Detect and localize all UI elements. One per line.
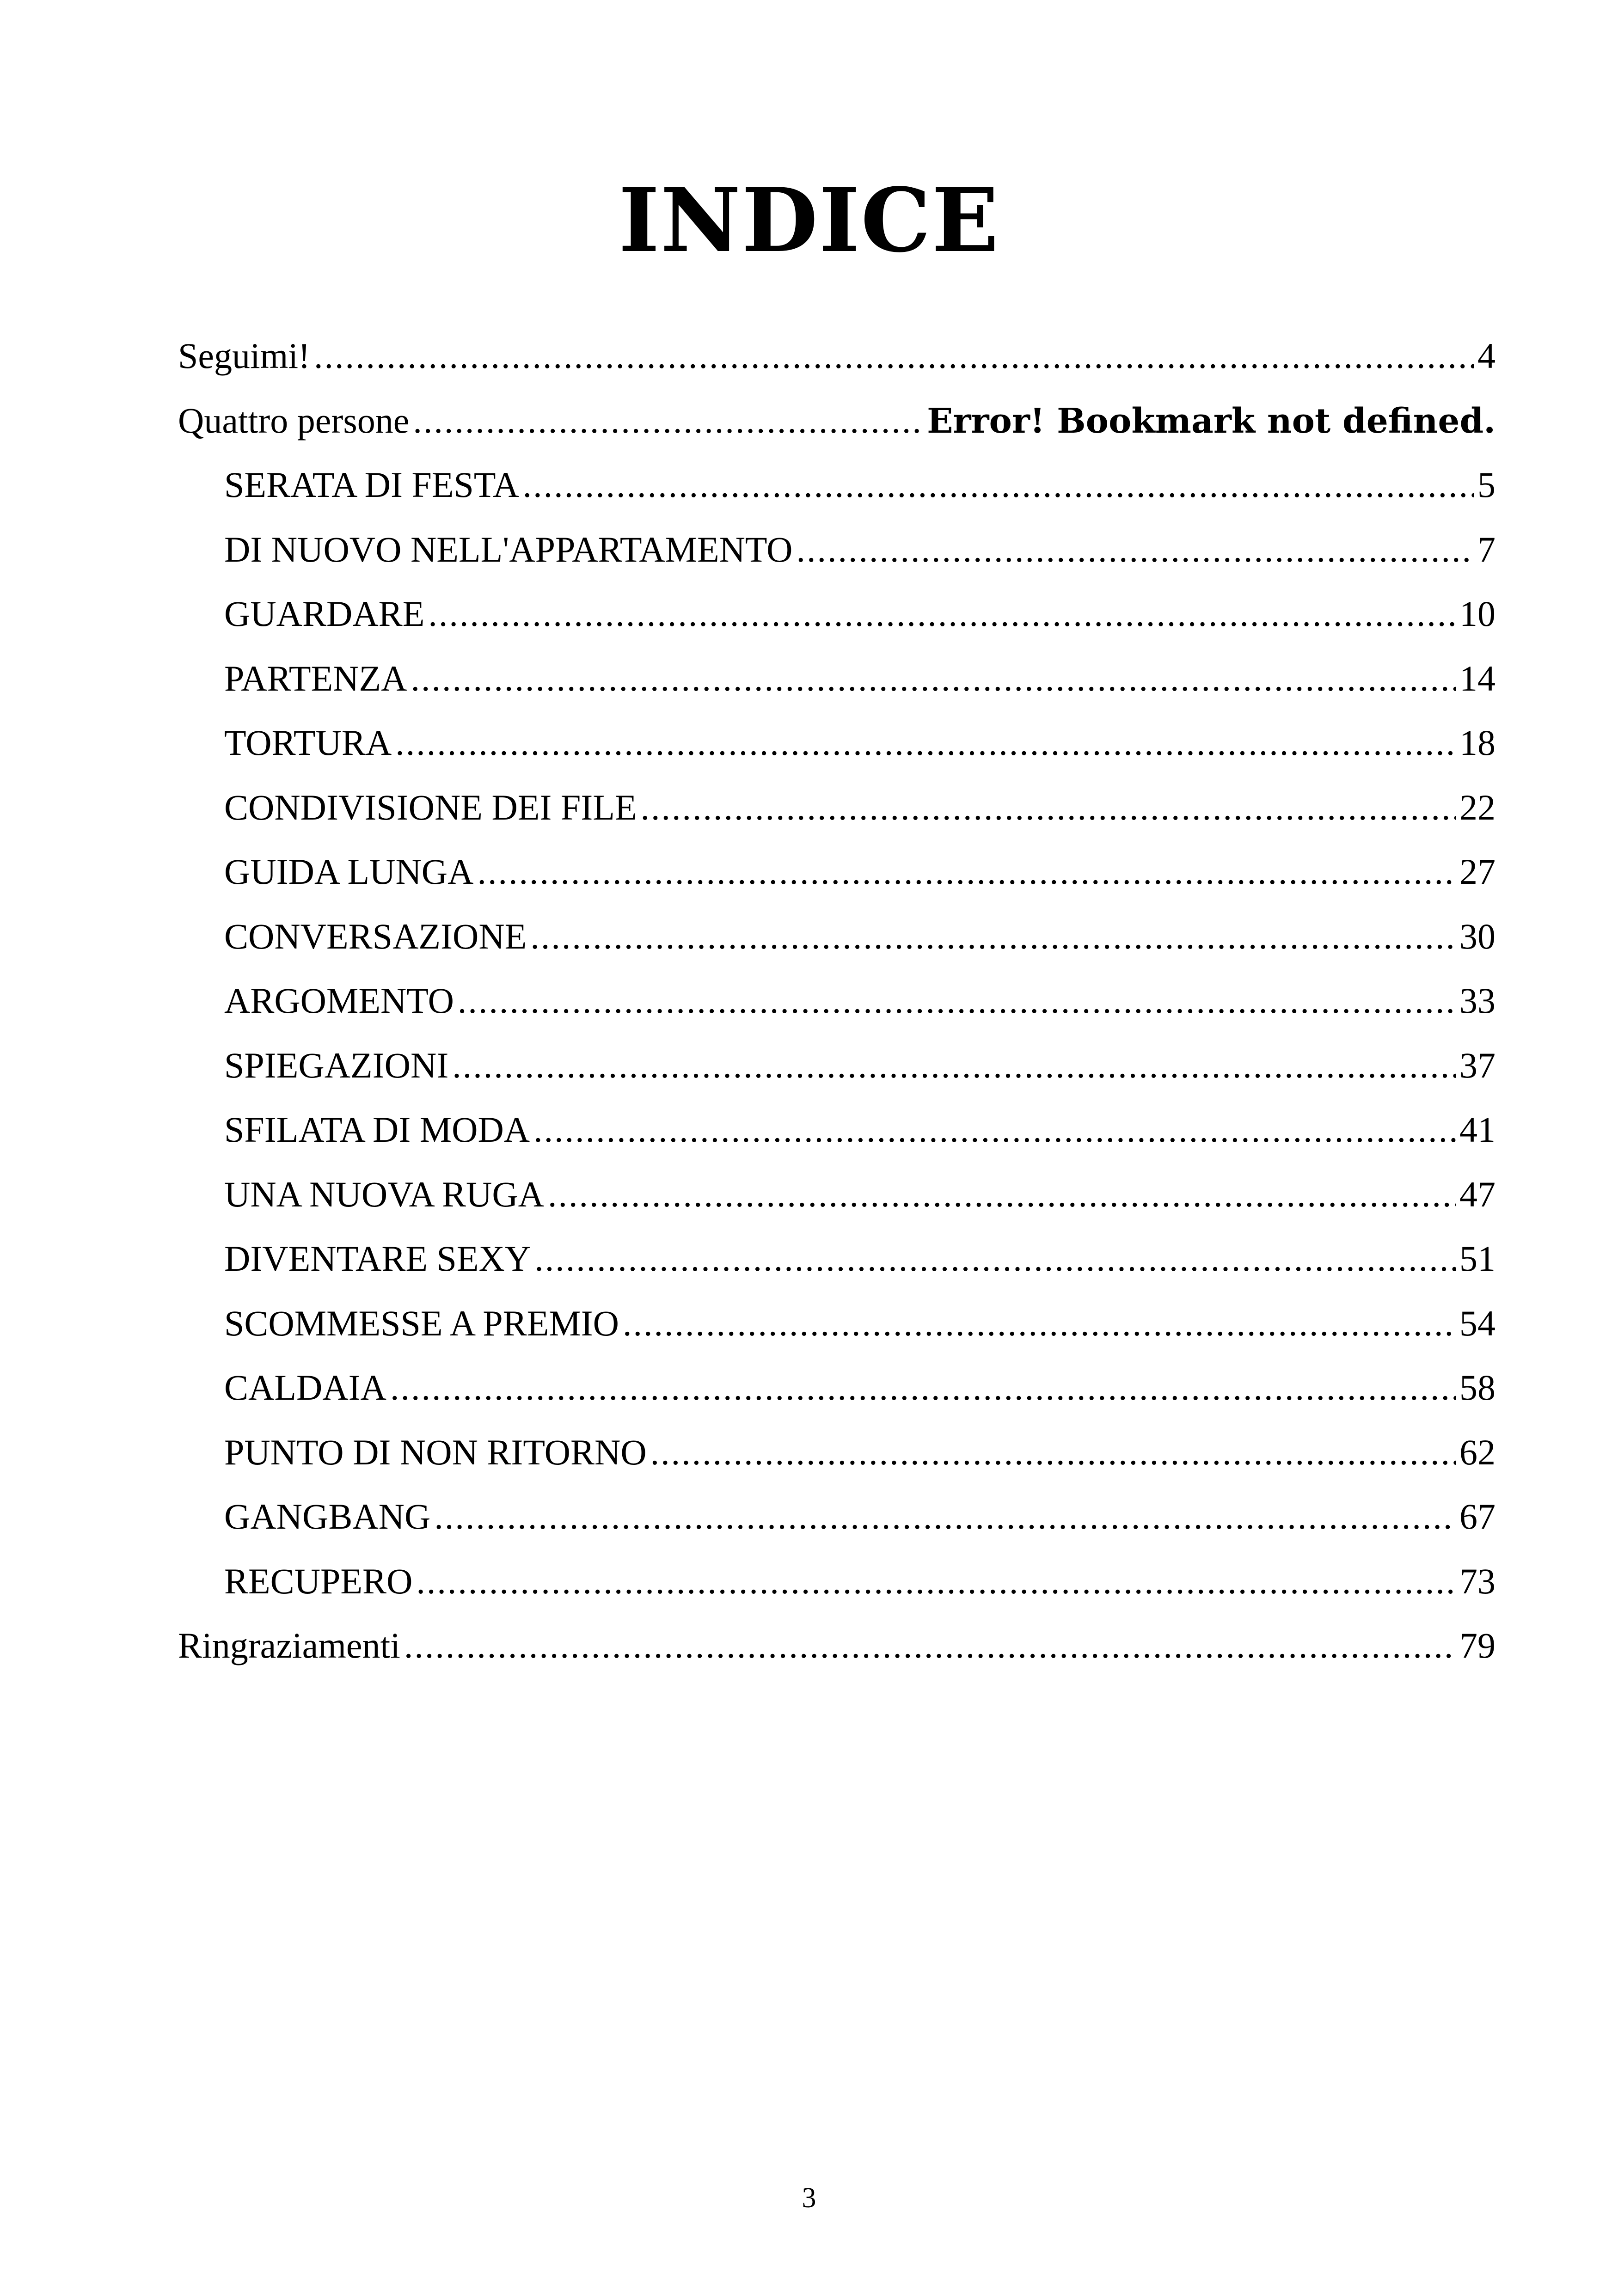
toc-entry-page: 33 xyxy=(1459,980,1495,1021)
dot-leader xyxy=(416,1549,1456,1614)
toc-entry[interactable] xyxy=(178,453,1495,517)
toc-entry-page: 27 xyxy=(1459,851,1495,892)
dot-leader xyxy=(530,904,1456,969)
dot-leader xyxy=(411,646,1456,711)
toc-entry-page: 73 xyxy=(1459,1561,1495,1601)
toc-entry[interactable] xyxy=(178,388,1495,453)
toc-entry-title: DI NUOVO NELL'APPARTAMENTO xyxy=(224,529,793,569)
toc-entry-page: 62 xyxy=(1459,1432,1495,1472)
toc-entry[interactable] xyxy=(178,775,1495,840)
dot-leader xyxy=(404,1613,1456,1678)
toc-entry-page: 10 xyxy=(1459,594,1495,634)
toc-entry-page: 30 xyxy=(1459,916,1495,956)
toc-entry-page: 54 xyxy=(1459,1303,1495,1343)
toc-entry[interactable] xyxy=(178,1291,1495,1356)
toc-entry-page: 22 xyxy=(1459,787,1495,827)
dot-leader xyxy=(458,968,1456,1033)
toc-entry-title: Seguimi! xyxy=(178,336,310,376)
dot-leader xyxy=(548,1162,1456,1227)
toc-entry[interactable] xyxy=(178,710,1495,775)
toc-entry-page: 79 xyxy=(1459,1625,1495,1665)
toc-entry[interactable] xyxy=(178,1420,1495,1485)
toc-entry-page-error: Error! Bookmark not defined. xyxy=(927,401,1495,441)
dot-leader xyxy=(452,1033,1456,1098)
toc-entry-page: 5 xyxy=(1477,465,1495,505)
toc-entry[interactable] xyxy=(178,839,1495,904)
toc-entry-title: CONVERSAZIONE xyxy=(224,916,527,956)
toc-entry[interactable] xyxy=(178,1033,1495,1098)
toc-entry-page: 67 xyxy=(1459,1496,1495,1537)
toc-entry[interactable] xyxy=(178,324,1495,388)
toc-entry-page: 14 xyxy=(1459,658,1495,698)
dot-leader xyxy=(428,582,1456,646)
dot-leader xyxy=(533,1097,1456,1162)
toc-entry-page: 47 xyxy=(1459,1174,1495,1214)
dot-leader xyxy=(434,1484,1456,1549)
dot-leader xyxy=(623,1291,1456,1356)
toc-entry-title: PUNTO DI NON RITORNO xyxy=(224,1432,647,1472)
toc-entry-page: 58 xyxy=(1459,1367,1495,1408)
toc-entry-title: PARTENZA xyxy=(224,658,407,698)
toc-entry-title: CONDIVISIONE DEI FILE xyxy=(224,787,637,827)
toc-entry-title: GUIDA LUNGA xyxy=(224,851,474,892)
page-number: 3 xyxy=(802,2182,816,2214)
toc-entry-title: DIVENTARE SEXY xyxy=(224,1238,531,1279)
toc-entry[interactable] xyxy=(178,1549,1495,1614)
toc-entry-title: SCOMMESSE A PREMIO xyxy=(224,1303,619,1343)
dot-leader xyxy=(650,1420,1456,1485)
toc-entry-title: CALDAIA xyxy=(224,1367,386,1408)
toc-entry-title: TORTURA xyxy=(224,722,392,763)
toc-entry-title: UNA NUOVA RUGA xyxy=(224,1174,544,1214)
toc-entry[interactable] xyxy=(178,968,1495,1033)
dot-leader xyxy=(641,775,1456,840)
dot-leader xyxy=(534,1226,1456,1291)
toc-entry[interactable] xyxy=(178,646,1495,711)
toc-entry-title: GANGBANG xyxy=(224,1496,431,1537)
toc-entry[interactable] xyxy=(178,1097,1495,1162)
dot-leader xyxy=(314,324,1474,388)
dot-leader xyxy=(390,1355,1456,1420)
toc-entry-page: 18 xyxy=(1459,722,1495,763)
table-of-contents xyxy=(178,324,1495,1678)
toc-entry-page: 4 xyxy=(1477,336,1495,376)
toc-entry-title: SFILATA DI MODA xyxy=(224,1109,530,1150)
toc-entry-title: SERATA DI FESTA xyxy=(224,465,519,505)
toc-entry[interactable] xyxy=(178,1613,1495,1678)
dot-leader xyxy=(395,710,1456,775)
toc-entry[interactable] xyxy=(178,1484,1495,1549)
toc-entry-page: 51 xyxy=(1459,1238,1495,1279)
toc-entry-title: RECUPERO xyxy=(224,1561,413,1601)
dot-leader xyxy=(477,839,1456,904)
page-title: INDICE xyxy=(618,169,1000,272)
toc-entry[interactable] xyxy=(178,1162,1495,1227)
toc-entry[interactable] xyxy=(178,1226,1495,1291)
dot-leader xyxy=(523,453,1474,517)
dot-leader xyxy=(797,517,1474,582)
toc-entry[interactable] xyxy=(178,517,1495,582)
dot-leader xyxy=(413,388,923,453)
toc-entry[interactable] xyxy=(178,904,1495,969)
toc-entry-title: GUARDARE xyxy=(224,594,425,634)
toc-entry-title: Quattro persone xyxy=(178,400,410,441)
toc-entry[interactable] xyxy=(178,1355,1495,1420)
toc-entry-title: Ringraziamenti xyxy=(178,1625,400,1665)
toc-entry-page: 41 xyxy=(1459,1109,1495,1150)
toc-entry-title: ARGOMENTO xyxy=(224,980,454,1021)
toc-entry-title: SPIEGAZIONI xyxy=(224,1045,449,1085)
toc-entry-page: 7 xyxy=(1477,529,1495,569)
toc-entry[interactable] xyxy=(178,582,1495,646)
toc-entry-page: 37 xyxy=(1459,1045,1495,1085)
